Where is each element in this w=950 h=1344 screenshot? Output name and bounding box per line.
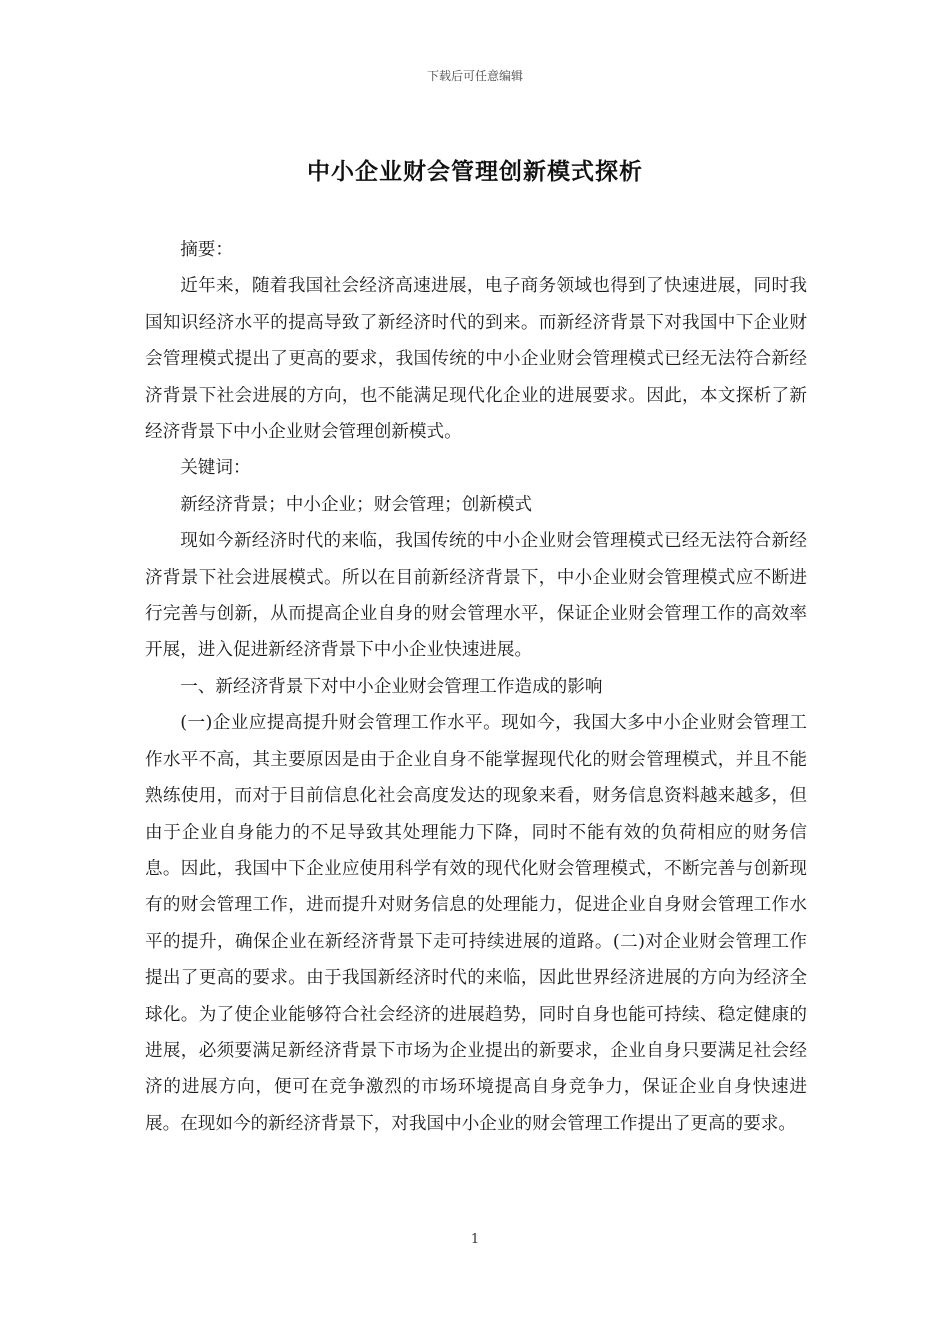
- abstract-paragraph: 近年来，随着我国社会经济高速进展，电子商务领域也得到了快速进展，同时我国知识经济水平的提高导致了新经济时代的到来。而新经济背景下对我国中下企业财会管理模式提出了更高的要求，我国传统的中小企业财会管理模式已经无法符合新经济背景下社会进展的方向，也不能满足现代化企业的进展要求。因此，本文探析了新经济背景下中小企业财会管理创新模式。: [145, 276, 807, 443]
- document-body: [145, 232, 807, 1142]
- keywords-heading: 关键词：: [180, 458, 251, 479]
- document-title: 中小企业财会管理创新模式探析: [307, 158, 643, 185]
- header-note: 下载后可任意编辑: [426, 69, 523, 83]
- keywords-paragraph: 新经济背景；中小企业；财会管理；创新模式: [180, 494, 533, 515]
- abstract-heading: 摘要：: [180, 240, 233, 260]
- section-paragraph-1: (一)企业应提高提升财会管理工作水平。现如今，我国大多中小企业财会管理工作水平不高，其主要原因是由于企业自身不能掌握现代化的财会管理模式，并且不能熟练使用，而对于目前信息化社会高度发达的现象来看，财务信息资料越来越多，但由于企业自身能力的不足导致其处理能力下降，同时不能有效的负荷相应的财务信息。因此，我国中下企业应使用科学有效的现代化财会管理模式，不断完善与创新现有的财会管理工作，进而提升对财务信息的处理能力，促进企业自身财会管理工作水平的提升，确保企业在新经济背景下走可持续进展的道路。(二)对企业财会管理工作提出了更高的要求。由于我国新经济时代的来临，因此世界经济进展的方向为经济全球化。为了使企业能够符合社会经济的进展趋势，同时自身也能可持续、稳定健康的进展，必须要满足新经济背景下市场为企业提出的新要求，企业自身只要满足社会经济的进展方向，便可在竞争激烈的市场环境提高自身竞争力，保证企业自身快速进展。在现如今的新经济背景下，对我国中小企业的财会管理工作提出了更高的要求。: [145, 713, 807, 1134]
- intro-paragraph: 现如今新经济时代的来临，我国传统的中小企业财会管理模式已经无法符合新经济背景下社会进展模式。所以在目前新经济背景下，中小企业财会管理模式应不断进行完善与创新，从而提高企业自身的财会管理水平，保证企业财会管理工作的高效率开展，进入促进新经济背景下中小企业快速进展。: [145, 531, 807, 661]
- page-number: 1: [470, 1232, 480, 1247]
- section-heading-1: 一、新经济背景下对中小企业财会管理工作造成的影响: [180, 676, 603, 697]
